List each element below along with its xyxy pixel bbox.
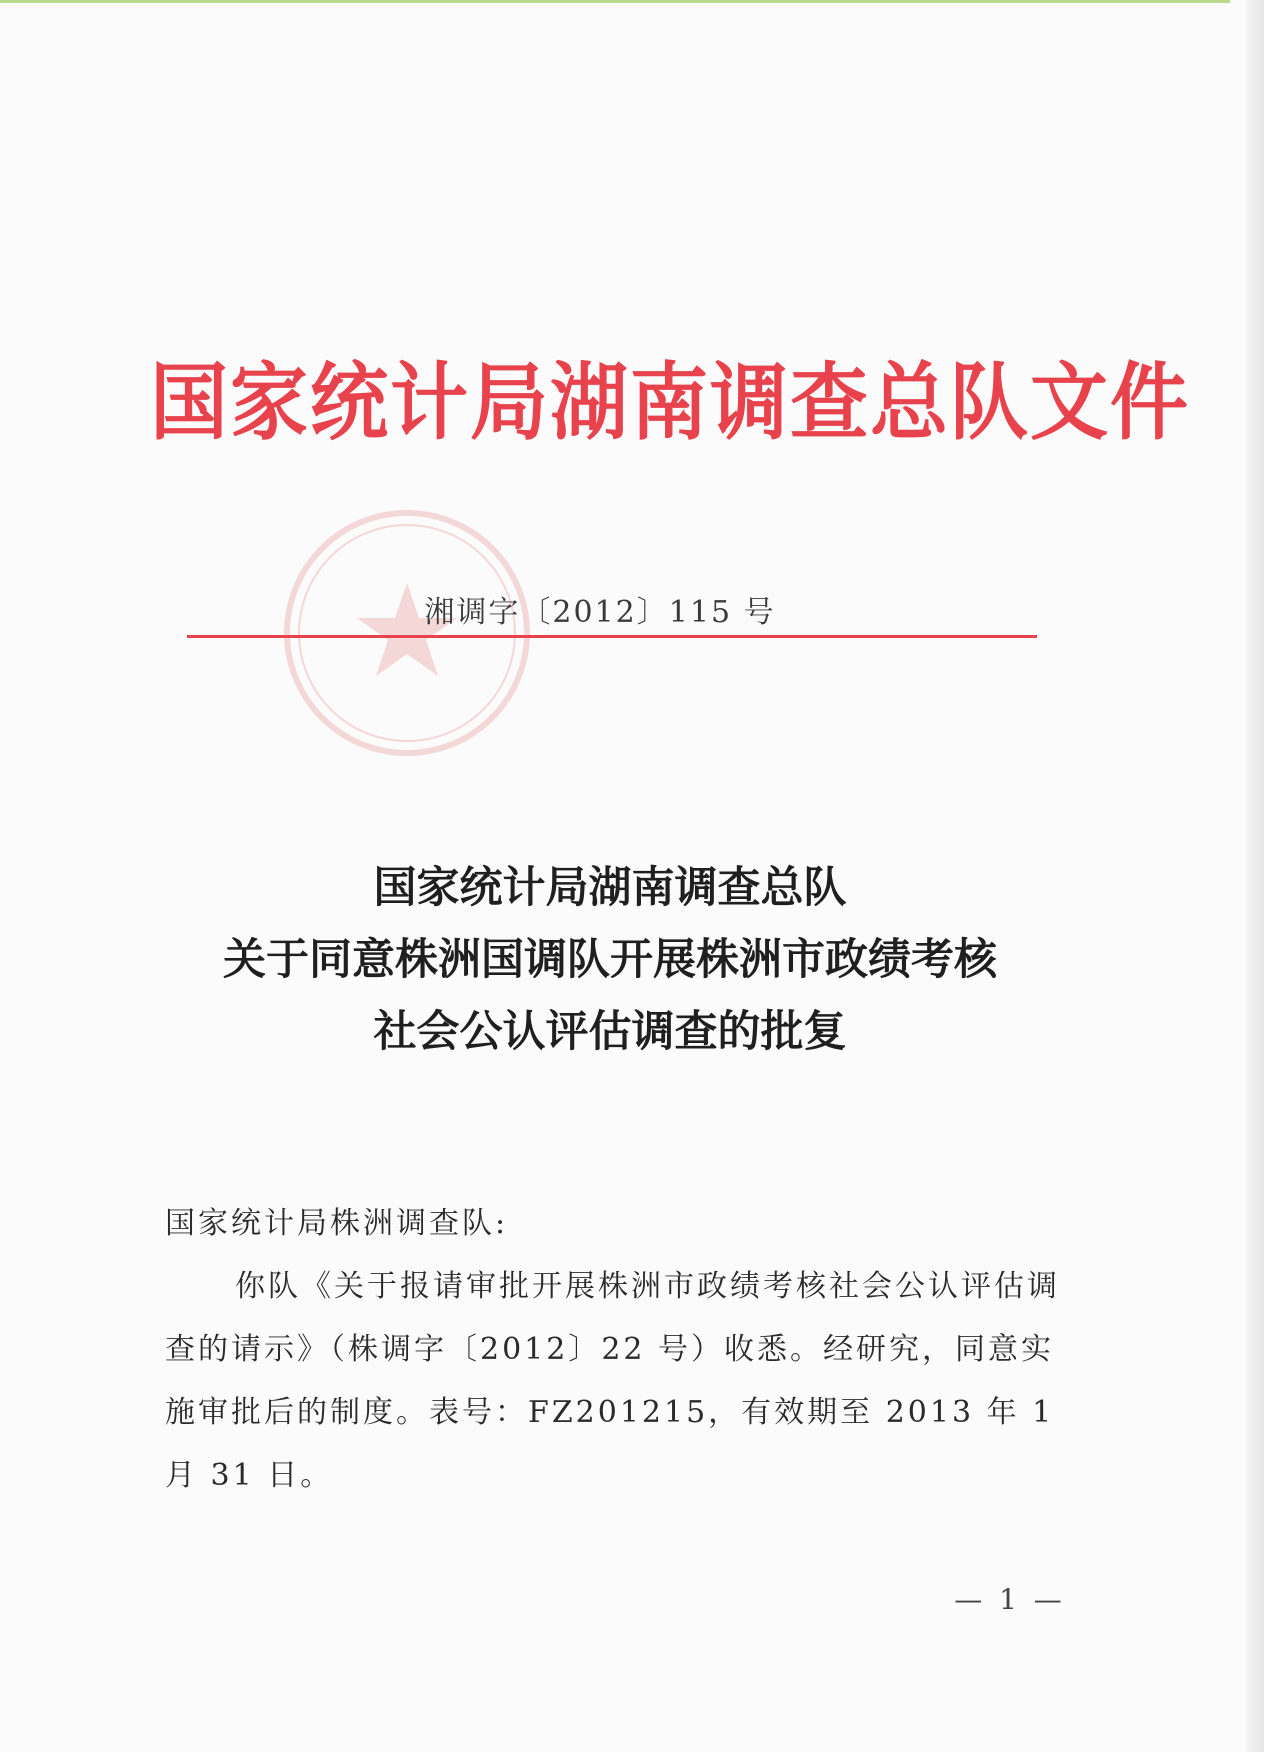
document-number: 湘调字〔2012〕115 号 bbox=[424, 595, 776, 630]
subject-line-2: 关于同意株洲国调队开展株洲市政绩考核 bbox=[223, 935, 997, 985]
body-paragraph: 你队《关于报请审批开展株洲市政绩考核社会公认评估调查的请示》（株调字〔2012〕22 号）收悉。经研究，同意实施审批后的制度。表号：FZ201215，有效期至 2013 年 1 月 31 日。 bbox=[165, 1269, 1060, 1493]
page-number: — 1 — bbox=[954, 1583, 1066, 1616]
document-header-title: 国家统计局湖南调查总队文件 bbox=[150, 353, 1191, 453]
header-red-rule bbox=[187, 635, 1037, 638]
scan-right-edge bbox=[1246, 0, 1264, 1752]
subject-line-3: 社会公认评估调查的批复 bbox=[373, 1007, 847, 1057]
official-seal-icon bbox=[277, 503, 537, 763]
scan-top-edge bbox=[0, 0, 1230, 3]
addressee: 国家统计局株洲调查队: bbox=[165, 1206, 509, 1241]
subject-line-1: 国家统计局湖南调查总队 bbox=[373, 863, 847, 913]
document-subject bbox=[150, 852, 1070, 1068]
